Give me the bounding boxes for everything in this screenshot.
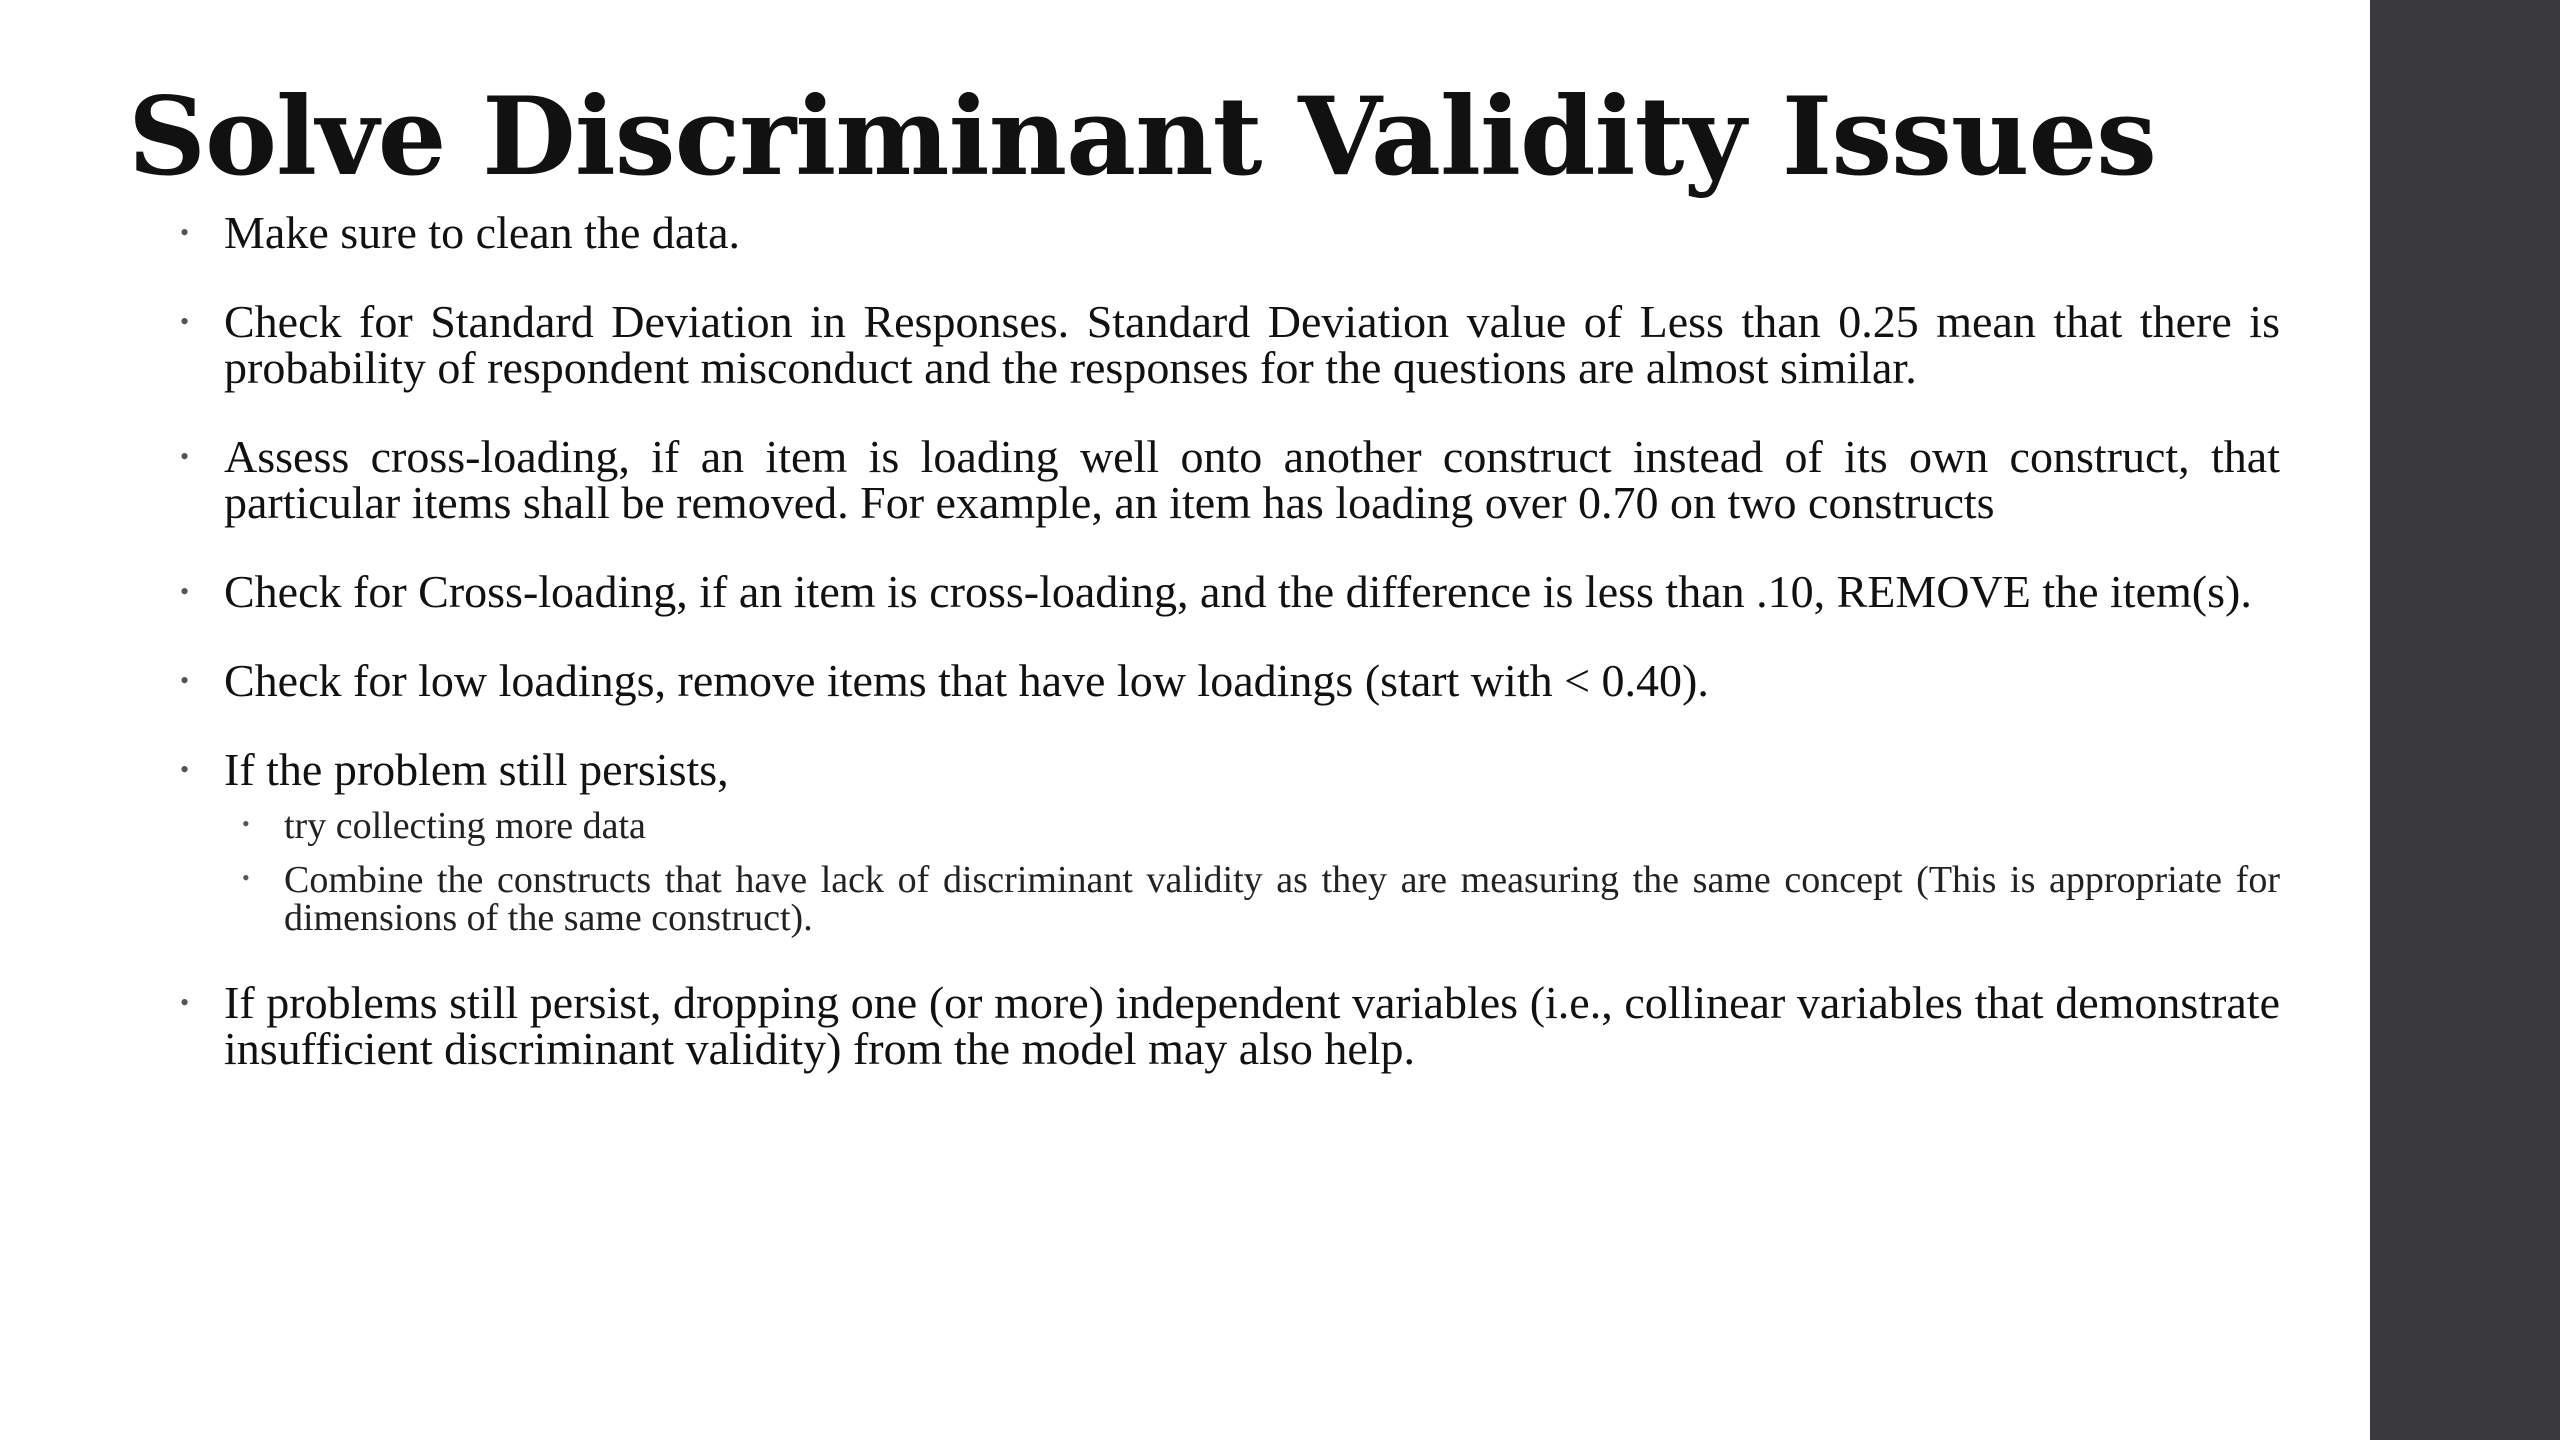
sub-bullet-item-collect-data: • try collecting more data	[224, 807, 2280, 845]
bullet-item-check-cross-loading: • Check for Cross-loading, if an item is cross-loading, and the difference is less than .10, REMOVE the item(s).	[170, 569, 2280, 615]
bullet-item-low-loadings: • Check for low loadings, remove items that have low loadings (start with < 0.40).	[170, 658, 2280, 704]
bullet-item-problem-persists-label: If the problem still persists,	[224, 744, 729, 795]
bullet-item-assess-cross-loading: • Assess cross-loading, if an item is loading well onto another construct instead of its own construct, that particular items shall be removed. For example, an item has loading over 0.70 on two constructs	[170, 434, 2280, 526]
bullet-item-problem-persists	[170, 744, 2280, 939]
bullet-list	[170, 207, 2280, 1074]
bullet-item-standard-deviation: • Check for Standard Deviation in Responses. Standard Deviation value of Less than 0.25 mean that there is probability of respondent misconduct and the responses for the questions are almost similar.	[170, 299, 2280, 391]
bullet-item-clean-data: • Make sure to clean the data.	[170, 210, 2280, 256]
sub-bullet-list	[224, 807, 2280, 937]
slide-title: Solve Discriminant Validity Issues	[128, 74, 2156, 200]
side-bar	[2370, 0, 2560, 1440]
slide-content	[170, 207, 2280, 1115]
bullet-item-drop-variables: • If problems still persist, dropping one (or more) independent variables (i.e., collinear variables that demonstrate insufficient discriminant validity) from the model may also help.	[170, 980, 2280, 1072]
sub-bullet-item-combine-constructs: • Combine the constructs that have lack of discriminant validity as they are measuring the same concept (This is appropriate for dimensions of the same construct).	[224, 861, 2280, 937]
